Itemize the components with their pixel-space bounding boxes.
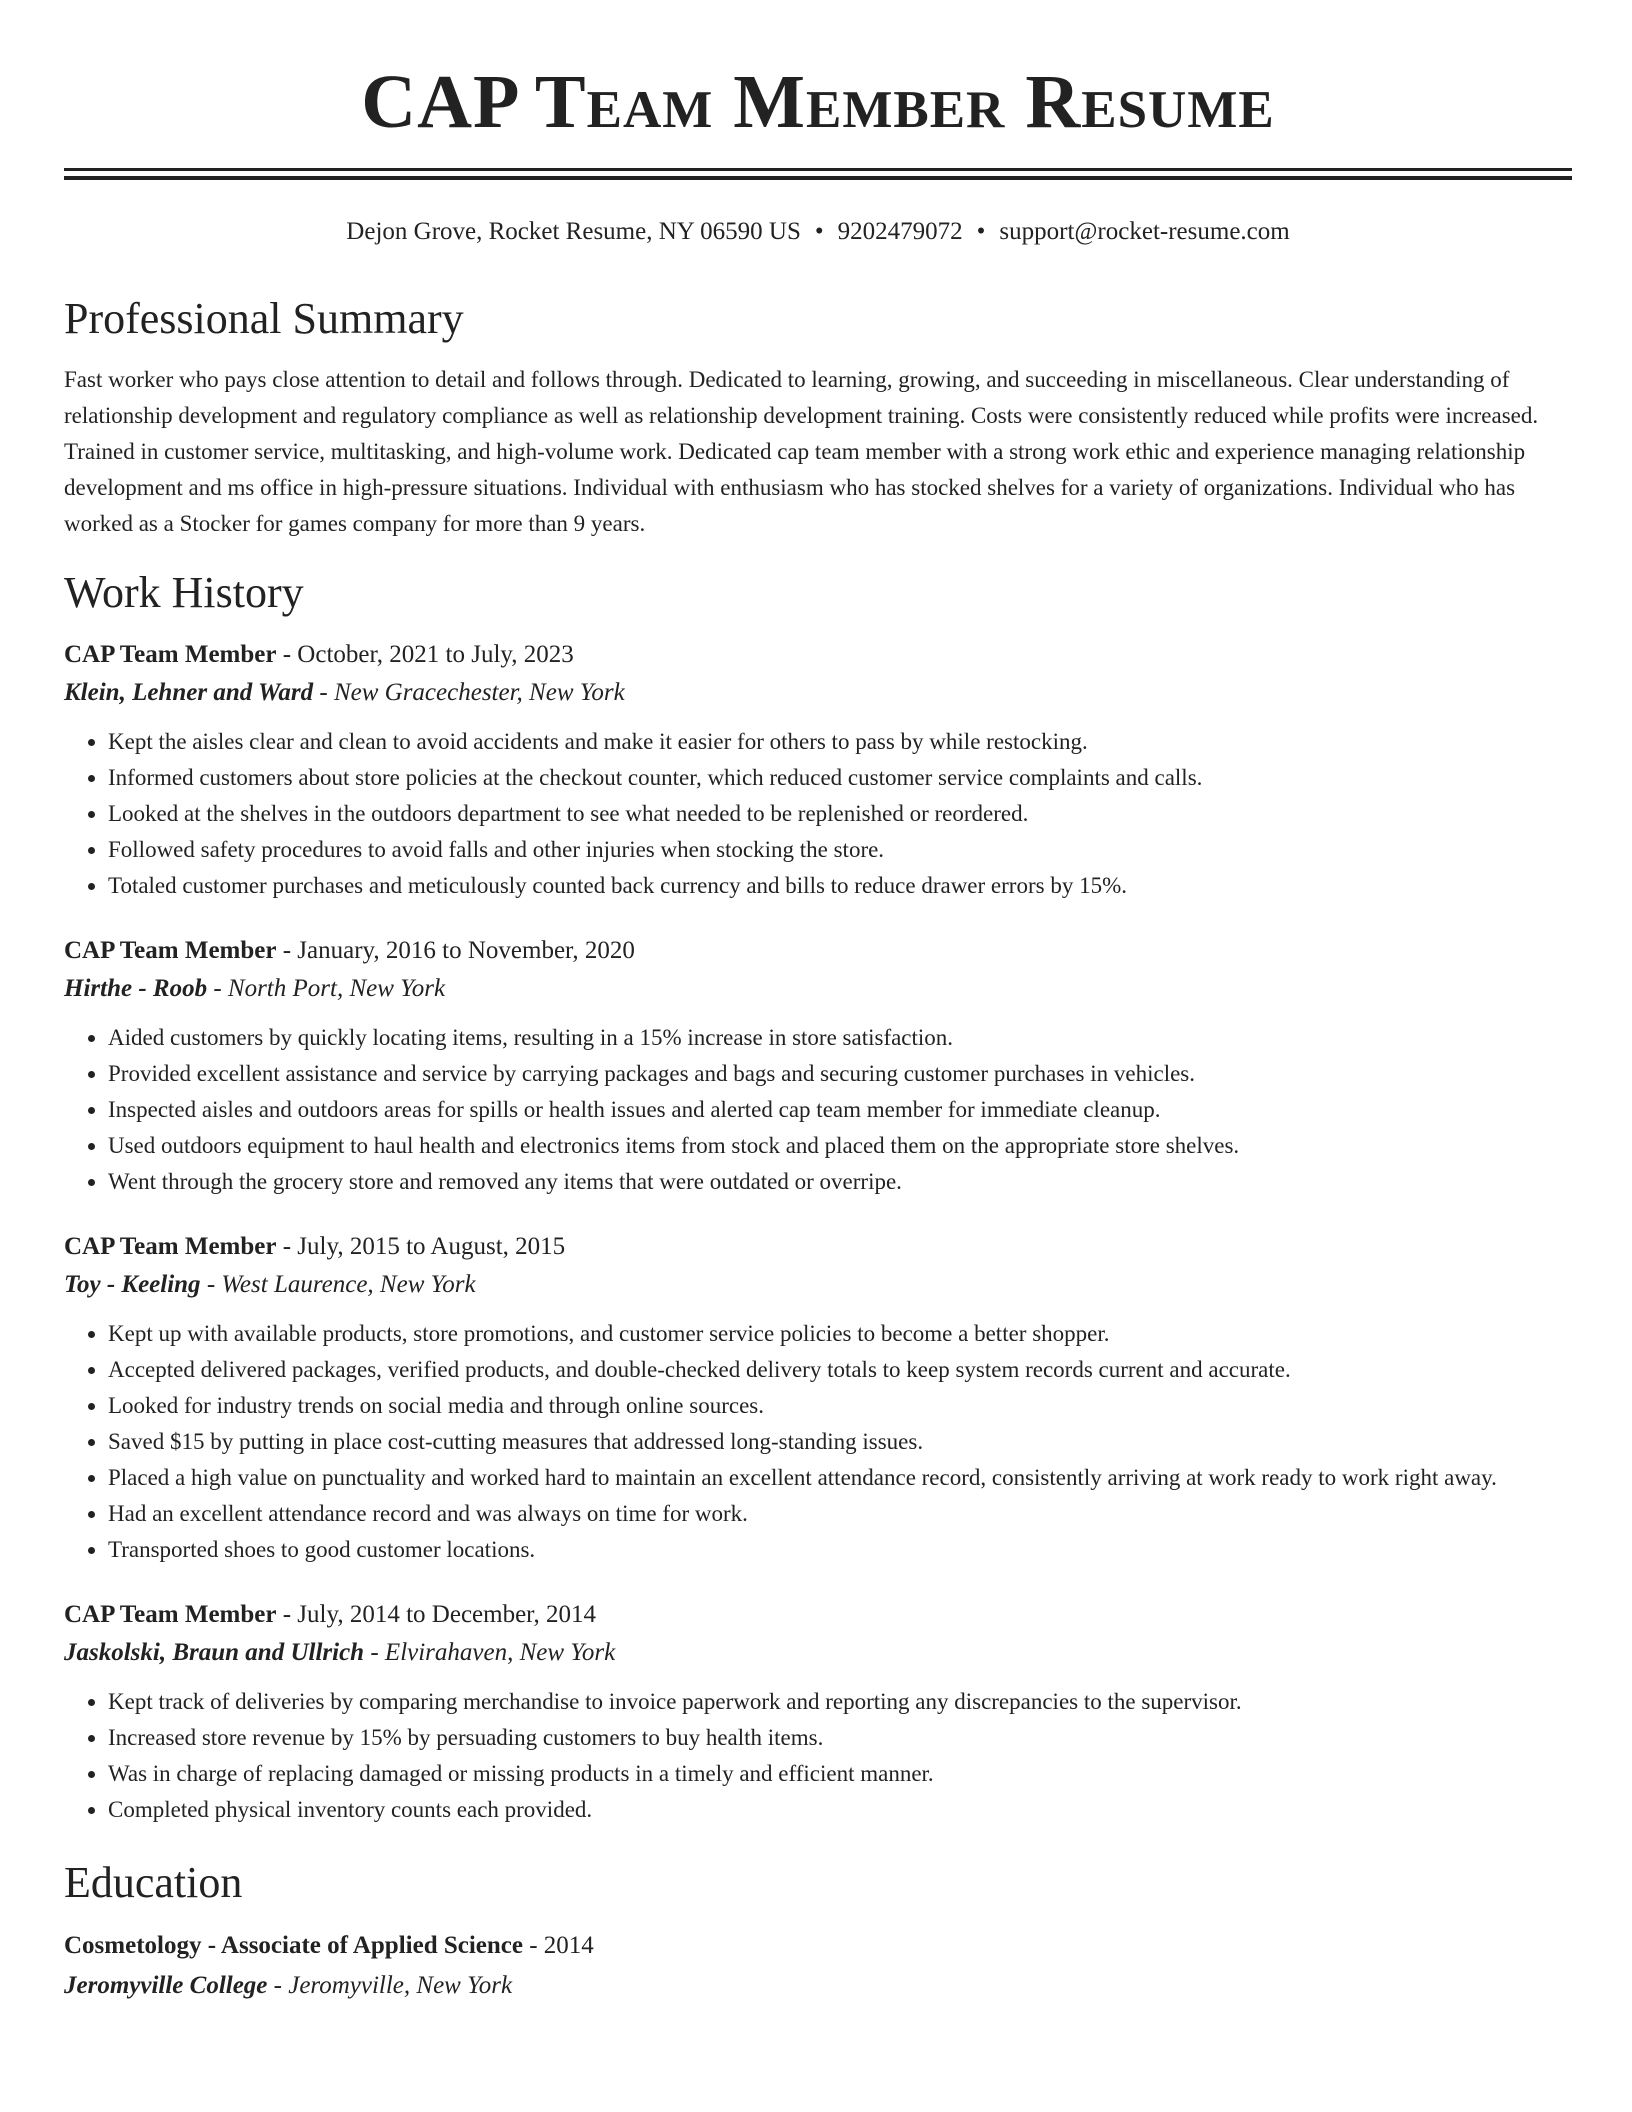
job-bullet: • Transported shoes to good customer locations. bbox=[108, 1532, 1572, 1568]
job-bullet: • Kept track of deliveries by comparing merchandise to invoice paperwork and reporting any discrepancies to the supervisor. bbox=[108, 1684, 1572, 1720]
education-section bbox=[64, 1856, 1572, 2006]
job-company-line bbox=[64, 674, 1572, 712]
contact-separator: • bbox=[814, 218, 824, 245]
title-rule-top bbox=[64, 168, 1572, 171]
job-bullet-list bbox=[64, 1020, 1572, 1200]
job-bullet: • Had an excellent attendance record and was always on time for work. bbox=[108, 1496, 1572, 1532]
contact-phone: 9202479072 bbox=[837, 218, 963, 245]
job-title-line bbox=[64, 1596, 1572, 1634]
job-company: Jaskolski, Braun and Ullrich bbox=[64, 1639, 365, 1666]
job-dates: - July, 2014 to December, 2014 bbox=[276, 1601, 596, 1628]
job-bullet: • Went through the grocery store and removed any items that were outdated or overripe. bbox=[108, 1164, 1572, 1200]
job-entry bbox=[64, 1228, 1572, 1568]
education-degree-line bbox=[64, 1926, 1572, 1966]
job-dates: - July, 2015 to August, 2015 bbox=[276, 1233, 566, 1260]
job-bullet: • Informed customers about store policies at the checkout counter, which reduced customer service complaints and calls. bbox=[108, 760, 1572, 796]
title-rule-bottom bbox=[64, 176, 1572, 180]
education-school-line bbox=[64, 1966, 1572, 2006]
job-list bbox=[64, 636, 1572, 1828]
job-bullet: • Totaled customer purchases and meticulously counted back currency and bills to reduce drawer errors by 15%. bbox=[108, 868, 1572, 904]
job-company: Klein, Lehner and Ward bbox=[64, 679, 314, 706]
summary-text: Fast worker who pays close attention to detail and follows through. Dedicated to learning, growing, and succeeding in miscellaneous. Clear understanding of relationship development and regulatory compliance as well as relationship development training. Costs were consistently reduced while profits were increased. Trained in customer service, multitasking, and high-volume work. Dedicated cap team member with a strong work ethic and experience managing relationship development and ms office in high-pressure situations. Individual with enthusiasm who has stocked shelves for a variety of organizations. Individual who has worked as a Stocker for games company for more than 9 years. bbox=[64, 367, 1539, 536]
summary-section bbox=[64, 292, 1572, 542]
contact-email: support@rocket-resume.com bbox=[999, 218, 1290, 245]
job-bullet: • Looked for industry trends on social media and through online sources. bbox=[108, 1388, 1572, 1424]
job-entry bbox=[64, 636, 1572, 904]
job-bullet-list bbox=[64, 1316, 1572, 1568]
education-school: Jeromyville College bbox=[64, 1972, 268, 1999]
job-title-line bbox=[64, 932, 1572, 970]
work-history-heading: Work History bbox=[64, 568, 304, 617]
job-bullet: • Followed safety procedures to avoid falls and other injuries when stocking the store. bbox=[108, 832, 1572, 868]
job-dates: - January, 2016 to November, 2020 bbox=[276, 937, 635, 964]
education-location: - Jeromyville, New York bbox=[267, 1972, 513, 1999]
job-bullet: • Was in charge of replacing damaged or missing products in a timely and efficient manner. bbox=[108, 1756, 1572, 1792]
work-history-section bbox=[64, 566, 1572, 1828]
job-entry bbox=[64, 932, 1572, 1200]
job-bullet: • Saved $15 by putting in place cost-cutting measures that addressed long-standing issues. bbox=[108, 1424, 1572, 1460]
job-title: CAP Team Member bbox=[64, 1233, 277, 1260]
job-location: - West Laurence, New York bbox=[200, 1271, 476, 1298]
job-title: CAP Team Member bbox=[64, 1601, 277, 1628]
education-year: - 2014 bbox=[522, 1932, 594, 1959]
education-heading: Education bbox=[64, 1858, 243, 1907]
summary-heading: Professional Summary bbox=[64, 294, 464, 343]
job-entry bbox=[64, 1596, 1572, 1828]
job-bullet-list bbox=[64, 1684, 1572, 1828]
job-bullet: • Looked at the shelves in the outdoors department to see what needed to be replenished or reordered. bbox=[108, 796, 1572, 832]
job-bullet: • Kept up with available products, store promotions, and customer service policies to become a better shopper. bbox=[108, 1316, 1572, 1352]
job-title: CAP Team Member bbox=[64, 641, 277, 668]
job-bullet: • Used outdoors equipment to haul health and electronics items from stock and placed them on the appropriate store shelves. bbox=[108, 1128, 1572, 1164]
job-bullet: • Inspected aisles and outdoors areas for spills or health issues and alerted cap team member for immediate cleanup. bbox=[108, 1092, 1572, 1128]
job-title-line bbox=[64, 1228, 1572, 1266]
job-company-line bbox=[64, 1634, 1572, 1672]
job-bullet: • Placed a high value on punctuality and worked hard to maintain an excellent attendance record, consistently arriving at work ready to work right away. bbox=[108, 1460, 1572, 1496]
job-bullet: • Increased store revenue by 15% by persuading customers to buy health items. bbox=[108, 1720, 1572, 1756]
job-location: - North Port, New York bbox=[207, 975, 446, 1002]
resume-title: CAP Team Member Resume bbox=[361, 60, 1275, 144]
contact-line bbox=[64, 216, 1572, 248]
job-bullet: • Accepted delivered packages, verified products, and double-checked delivery totals to keep system records current and accurate. bbox=[108, 1352, 1572, 1388]
job-location: - Elvirahaven, New York bbox=[364, 1639, 616, 1666]
education-degree: Cosmetology - Associate of Applied Science bbox=[64, 1932, 523, 1959]
job-bullet: • Aided customers by quickly locating items, resulting in a 15% increase in store satisfaction. bbox=[108, 1020, 1572, 1056]
job-bullet: • Completed physical inventory counts each provided. bbox=[108, 1792, 1572, 1828]
job-title-line bbox=[64, 636, 1572, 674]
job-bullet: • Kept the aisles clear and clean to avoid accidents and make it easier for others to pass by while restocking. bbox=[108, 724, 1572, 760]
job-company-line bbox=[64, 1266, 1572, 1304]
job-company: Toy - Keeling bbox=[64, 1271, 201, 1298]
job-company-line bbox=[64, 970, 1572, 1008]
job-bullet: • Provided excellent assistance and service by carrying packages and bags and securing customer purchases in vehicles. bbox=[108, 1056, 1572, 1092]
resume-body bbox=[64, 292, 1572, 2006]
job-location: - New Gracechester, New York bbox=[313, 679, 625, 706]
job-company: Hirthe - Roob bbox=[64, 975, 208, 1002]
job-bullet-list bbox=[64, 724, 1572, 904]
contact-address: Dejon Grove, Rocket Resume, NY 06590 US bbox=[346, 218, 801, 245]
job-dates: - October, 2021 to July, 2023 bbox=[276, 641, 574, 668]
job-title: CAP Team Member bbox=[64, 937, 277, 964]
contact-separator: • bbox=[976, 218, 986, 245]
